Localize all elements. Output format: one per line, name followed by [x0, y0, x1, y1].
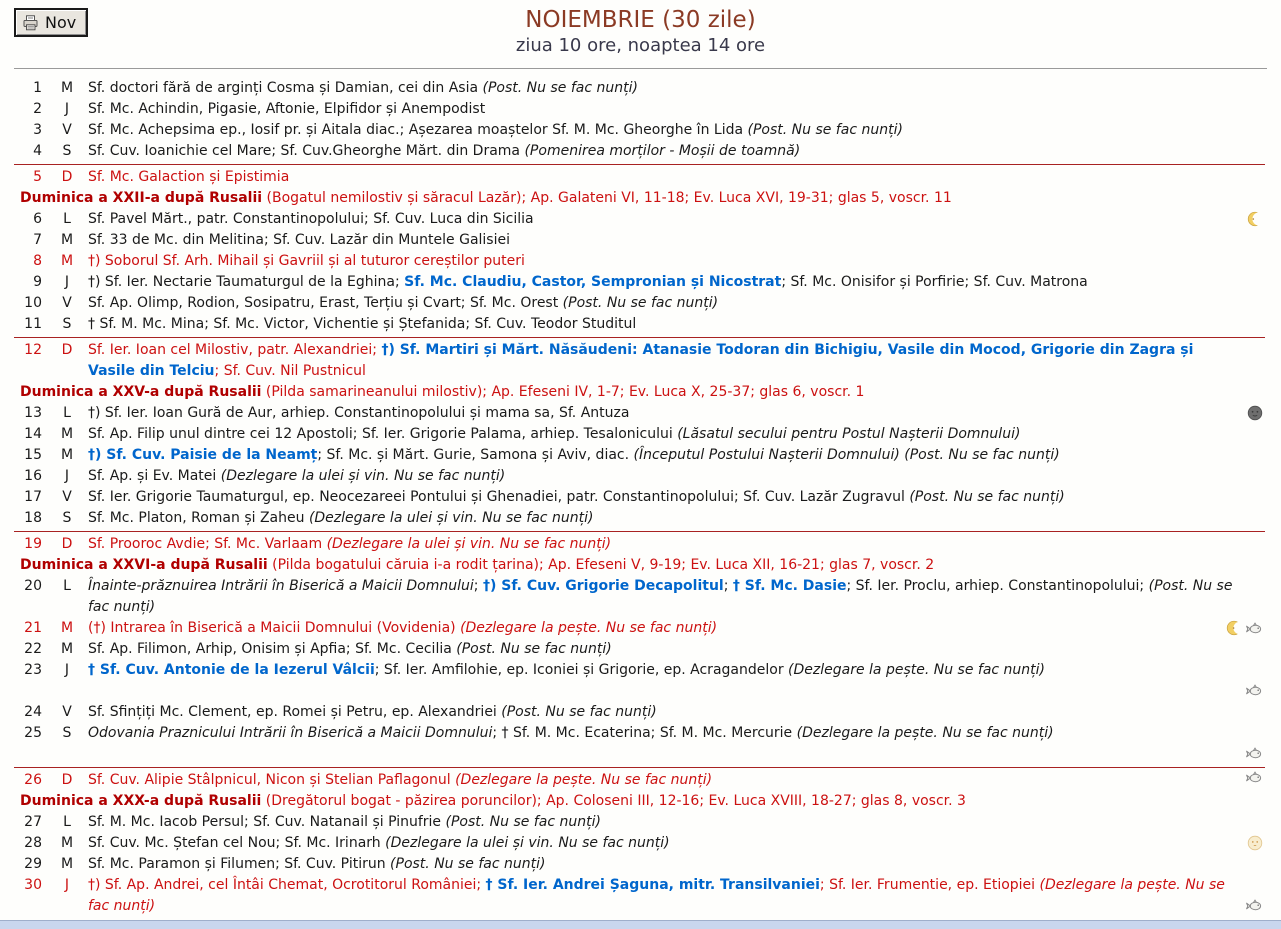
day-text-segment: (Pomenirea morților - Moșii de toamnă) — [524, 143, 801, 159]
day-entry-text — [88, 770, 1239, 791]
day-of-week: L — [63, 211, 71, 227]
day-number: 3 — [33, 122, 42, 138]
day-text-segment: (Dezlegare la pește. Nu se fac nunți) — [796, 725, 1054, 741]
day-number: 22 — [24, 641, 42, 657]
day-text-segment: Sf. Sfințiți Mc. Clement, ep. Romei și Petru, ep. Alexandriei — [88, 704, 502, 720]
day-of-week: V — [62, 122, 72, 138]
sunday-title: Duminica a XXV-a după Rusalii — [20, 384, 262, 400]
day-text-segment: ; † Sf. M. Mc. Ecaterina; Sf. M. Mc. Mercurie — [492, 725, 797, 741]
day-text-segment: (Post. Nu se fac nunți) — [482, 80, 638, 96]
day-entry-text — [88, 487, 1239, 508]
day-text-segment: (†) Intrarea în Biserică a Maicii Domnului (Vovidenia) — [88, 620, 461, 636]
saint-link[interactable]: † Sf. Ier. Andrei Șaguna, mitr. Transilvaniei — [485, 877, 820, 893]
calendar-day-row — [14, 272, 1265, 293]
day-number: 24 — [24, 704, 42, 720]
day-of-week: M — [60, 835, 74, 851]
day-of-week: V — [62, 489, 72, 505]
day-of-week: M — [60, 232, 74, 248]
day-number: 28 — [24, 835, 42, 851]
day-text-segment: ; Sf. Mc. și Mărt. Gurie, Samona și Aviv, diac. — [317, 447, 634, 463]
day-number: 21 — [24, 620, 42, 636]
day-of-week: M — [60, 426, 74, 442]
calendar-day-row — [14, 340, 1265, 382]
calendar-day-row — [14, 639, 1265, 660]
day-of-week: S — [62, 510, 72, 526]
day-text-segment: (Post. Nu se fac nunți) — [909, 489, 1065, 505]
day-night-hours: ziua 10 ore, noaptea 14 ore — [515, 35, 766, 56]
day-entry-text — [88, 875, 1239, 917]
day-text-segment: Sf. Ier. Ioan cel Milostiv, patr. Alexandriei; — [88, 342, 382, 358]
day-of-week: M — [60, 253, 74, 269]
day-text-segment: Sf. Mc. Platon, Roman și Zaheu — [88, 510, 309, 526]
day-text-segment: † Sf. M. Mc. Mina; Sf. Mc. Victor, Vichentie și Ștefanida; Sf. Cuv. Teodor Studitul — [88, 316, 637, 332]
day-text-segment: ; Sf. Mc. Onisifor și Porfirie; Sf. Cuv. Matrona — [781, 274, 1088, 290]
day-text-segment: (Dezlegare la ulei și vin. Nu se fac nunți) — [308, 510, 594, 526]
sunday-title: Duminica a XXII-a după Rusalii — [20, 190, 263, 206]
day-number: 29 — [24, 856, 42, 872]
saint-link[interactable]: † Sf. Mc. Dasie — [732, 578, 847, 594]
day-number: 4 — [33, 143, 42, 159]
day-entry-text — [88, 230, 1239, 251]
day-of-week: J — [64, 468, 70, 484]
day-number: 11 — [24, 316, 42, 332]
day-entry-text — [88, 251, 1239, 272]
day-entry-text — [88, 314, 1239, 335]
calendar-day-row — [14, 770, 1265, 791]
day-text-segment: †) Soborul Sf. Arh. Mihail și Gavriil și al tuturor cereștilor puteri — [88, 253, 525, 269]
day-number: 14 — [24, 426, 42, 442]
saint-link[interactable]: † Sf. Cuv. Antonie de la Iezerul Vâlcii — [88, 662, 375, 678]
day-number: 16 — [24, 468, 42, 484]
saint-link[interactable]: †) Sf. Cuv. Paisie de la Neamț — [88, 447, 318, 463]
day-entry-text — [88, 99, 1239, 120]
day-text-segment: ; — [723, 578, 733, 594]
fish-icon — [1245, 746, 1263, 768]
day-number: 6 — [33, 211, 42, 227]
calendar-day-row — [14, 424, 1265, 445]
day-of-week: J — [64, 274, 70, 290]
day-number: 20 — [24, 578, 42, 594]
calendar-day-row — [14, 167, 1265, 188]
sunday-header-row — [14, 382, 1265, 403]
day-of-week: M — [60, 856, 74, 872]
day-number: 25 — [24, 725, 42, 741]
day-text-segment: ; Sf. Ier. Frumentie, ep. Etiopiei — [819, 877, 1040, 893]
day-number: 9 — [33, 274, 42, 290]
calendar-day-row — [14, 702, 1265, 723]
day-number: 17 — [24, 489, 42, 505]
calendar-day-row — [14, 209, 1265, 230]
day-text-segment: (Dezlegare la pește. Nu se fac nunți) — [460, 620, 718, 636]
day-text-segment: (Post. Nu se fac nunți) — [562, 295, 719, 311]
calendar-day-row — [14, 99, 1265, 120]
day-of-week: V — [62, 295, 72, 311]
day-of-week: D — [61, 169, 73, 185]
day-entry-text — [88, 272, 1239, 293]
window-bottom-bar — [0, 920, 1281, 929]
day-of-week: S — [62, 143, 72, 159]
day-icons — [1245, 770, 1263, 792]
day-text-segment: †) Sf. Ap. Andrei, cel Întâi Chemat, Ocrotitorul României; — [88, 877, 486, 893]
day-text-segment: Sf. Mc. Achepsima ep., Iosif pr. și Aitala diac.; Așezarea moaștelor Sf. M. Mc. Gheorghe în Lida — [88, 122, 748, 138]
sunday-title: Duminica a XXVI-a după Rusalii — [20, 557, 268, 573]
day-icons — [1245, 746, 1263, 768]
day-number: 15 — [24, 447, 42, 463]
saint-link[interactable]: †) Sf. Cuv. Grigorie Decapolitul — [482, 578, 724, 594]
day-number: 10 — [24, 295, 42, 311]
day-text-segment: Sf. Cuv. Mc. Ștefan cel Nou; Sf. Mc. Irinarh — [88, 835, 386, 851]
day-number: 2 — [33, 101, 42, 117]
header-divider — [14, 68, 1267, 69]
day-text-segment: Înainte-prăznuirea Intrării în Biserică a Maicii Domnului — [88, 578, 474, 594]
day-number: 8 — [33, 253, 42, 269]
calendar-day-row — [14, 487, 1265, 508]
day-text-segment: (Post. Nu se fac nunți) — [390, 856, 546, 872]
day-text-segment: Sf. Cuv. Ioanichie cel Mare; Sf. Cuv.Gheorghe Mărt. din Drama — [88, 143, 525, 159]
day-number: 26 — [24, 772, 42, 788]
day-number: 27 — [24, 814, 42, 830]
calendar-day-row — [14, 445, 1265, 466]
day-text-segment: (Dezlegare la pește. Nu se fac nunți) — [88, 877, 1225, 914]
calendar-day-row — [14, 120, 1265, 141]
day-text-segment: Sf. Mc. Galaction și Epistimia — [88, 169, 290, 185]
day-entry-text — [88, 209, 1239, 230]
day-text-segment: Sf. 33 de Mc. din Melitina; Sf. Cuv. Lazăr din Muntele Galisiei — [88, 232, 510, 248]
day-text-segment: (Post. Nu se fac nunți) — [445, 814, 601, 830]
day-entry-text — [88, 403, 1239, 424]
sunday-header-row — [14, 555, 1265, 576]
day-of-week: S — [62, 725, 72, 741]
week-divider — [14, 164, 1265, 165]
calendar-day-row — [14, 812, 1265, 833]
day-text-segment: Sf. Ap. Filimon, Arhip, Onisim și Apfia; Sf. Mc. Cecilia — [88, 641, 457, 657]
calendar-day-row — [14, 314, 1265, 335]
day-of-week: D — [61, 342, 73, 358]
day-of-week: V — [62, 704, 72, 720]
day-entry-text — [88, 660, 1239, 681]
saint-link[interactable]: †) Sf. Martiri și Mărt. Năsăudeni: Atanasie Todoran din Bichigiu, Vasile din Mocod, Grigorie din Zagra și Vasile din Telciu — [88, 342, 1194, 379]
day-text-segment: ; — [473, 578, 483, 594]
day-text-segment: (Post. Nu se fac nunți) — [747, 122, 903, 138]
day-entry-text — [88, 723, 1239, 744]
day-text-segment: ; Sf. Ier. Amfilohie, ep. Iconiei și Grigorie, ep. Acragandelor — [374, 662, 789, 678]
day-text-segment: (Post. Nu se fac nunți) — [501, 704, 657, 720]
day-text-segment: (Dezlegare la pește. Nu se fac nunți) — [455, 772, 713, 788]
calendar-day-row — [14, 833, 1265, 854]
day-entry-text — [88, 120, 1239, 141]
day-icons — [1245, 898, 1263, 920]
calendar-day-row — [14, 534, 1265, 555]
day-text-segment: Sf. Pavel Mărt., patr. Constantinopolului; Sf. Cuv. Luca din Sicilia — [88, 211, 534, 227]
day-entry-text — [88, 702, 1239, 723]
day-text-segment: (Post. Nu se fac nunți) — [88, 578, 1233, 615]
day-number: 13 — [24, 405, 42, 421]
day-number: 12 — [24, 342, 42, 358]
day-text-segment: (Dezlegare la ulei și vin. Nu se fac nunți) — [385, 835, 670, 851]
day-number: 5 — [33, 169, 42, 185]
week-divider — [14, 337, 1265, 338]
day-entry-text — [88, 639, 1239, 660]
day-number: 1 — [33, 80, 42, 96]
calendar-day-row — [14, 576, 1265, 618]
calendar-day-row — [14, 78, 1265, 99]
day-entry-text — [88, 167, 1239, 188]
day-entry-text — [88, 812, 1239, 833]
day-text-segment: Odovania Praznicului Intrării în Biserică a Maicii Domnului — [88, 725, 493, 741]
calendar-day-row — [14, 723, 1265, 765]
saint-link[interactable]: Sf. Mc. Claudiu, Castor, Sempronian și Nicostrat — [404, 274, 782, 290]
printer-icon — [22, 15, 39, 31]
day-text-segment: (Dezlegare la ulei și vin. Nu se fac nunți) — [220, 468, 506, 484]
day-text-segment: Sf. Mc. Paramon și Filumen; Sf. Cuv. Pitirun — [88, 856, 391, 872]
day-entry-text — [88, 340, 1239, 382]
fish-icon — [1245, 898, 1263, 920]
month-title: NOIEMBRIE (30 zile) — [525, 7, 756, 33]
day-number: 23 — [24, 662, 42, 678]
week-divider — [14, 531, 1265, 532]
day-text-segment: Sf. Ap. Filip unul dintre cei 12 Apostoli; Sf. Ier. Grigorie Palama, arhiep. Tesalonicului — [88, 426, 678, 442]
calendar-day-row — [14, 141, 1265, 162]
calendar-day-row — [14, 618, 1265, 639]
day-number: 7 — [33, 232, 42, 248]
day-of-week: L — [63, 578, 71, 594]
calendar-day-row — [14, 854, 1265, 875]
day-entry-text — [88, 618, 1239, 639]
day-text-segment: (Începutul Postului Nașterii Domnului) (Post. Nu se fac nunți) — [633, 447, 1060, 463]
calendar-day-row — [14, 466, 1265, 487]
sunday-readings: (Pilda bogatului căruia i-a rodit țarina); Ap. Efeseni V, 9-19; Ev. Luca XII, 16-21; glas 7, voscr. 2 — [267, 557, 935, 573]
day-of-week: J — [64, 662, 70, 678]
sunday-title: Duminica a XXX-a după Rusalii — [20, 793, 262, 809]
calendar-list — [14, 78, 1265, 917]
day-entry-text — [88, 466, 1239, 487]
day-entry-text — [88, 576, 1239, 618]
week-divider — [14, 767, 1265, 768]
calendar-day-row — [14, 251, 1265, 272]
calendar-day-row — [14, 660, 1265, 702]
day-text-segment: †) Sf. Ier. Ioan Gură de Aur, arhiep. Constantinopolului și mama sa, Sf. Antuza — [88, 405, 630, 421]
day-of-week: M — [60, 447, 74, 463]
fish-icon — [1245, 770, 1263, 792]
calendar-day-row — [14, 508, 1265, 529]
day-text-segment: ; Sf. Ier. Proclu, arhiep. Constantinopolului; — [846, 578, 1149, 594]
day-of-week: L — [63, 814, 71, 830]
day-text-segment: Sf. M. Mc. Iacob Persul; Sf. Cuv. Natanail și Pinufrie — [88, 814, 446, 830]
day-text-segment: Sf. Prooroc Avdie; Sf. Mc. Varlaam — [88, 536, 327, 552]
day-text-segment: (Lăsatul secului pentru Postul Nașterii Domnului) — [677, 426, 1021, 442]
day-text-segment: Sf. doctori fără de arginți Cosma și Damian, cei din Asia — [88, 80, 483, 96]
day-of-week: M — [60, 620, 74, 636]
day-entry-text — [88, 534, 1239, 555]
day-of-week: J — [64, 101, 70, 117]
day-number: 18 — [24, 510, 42, 526]
toolbar — [14, 8, 88, 37]
calendar-day-row — [14, 875, 1265, 917]
calendar-day-row — [14, 230, 1265, 251]
day-text-segment: †) Sf. Ier. Nectarie Taumaturgul de la Eghina; — [88, 274, 405, 290]
day-of-week: M — [60, 80, 74, 96]
day-text-segment: Sf. Ier. Grigorie Taumaturgul, ep. Neocezareei Pontului și Ghenadiei, patr. Constantinopolului; Sf. Cuv. Lazăr Zugravul — [88, 489, 910, 505]
day-entry-text — [88, 78, 1239, 99]
day-entry-text — [88, 445, 1239, 466]
day-text-segment: Sf. Ap. și Ev. Matei — [88, 468, 221, 484]
day-number: 19 — [24, 536, 42, 552]
day-of-week: M — [60, 641, 74, 657]
sunday-readings: (Dregătorul bogat - păzirea poruncilor); Ap. Coloseni III, 12-16; Ev. Luca XVIII, 18-27; glas 8, voscr. 3 — [261, 793, 966, 809]
sunday-header-row — [14, 791, 1265, 812]
day-of-week: S — [62, 316, 72, 332]
calendar-day-row — [14, 293, 1265, 314]
sunday-readings: (Pilda samarineanului milostiv); Ap. Efeseni IV, 1-7; Ev. Luca X, 25-37; glas 6, voscr. 1 — [261, 384, 865, 400]
day-text-segment: ; Sf. Cuv. Nil Pustnicul — [214, 363, 366, 379]
print-button-label: Nov — [45, 13, 77, 32]
day-text-segment: (Dezlegare la ulei și vin. Nu se fac nunți) — [326, 536, 612, 552]
day-text-segment: Sf. Mc. Achindin, Pigasie, Aftonie, Elpifidor și Anempodist — [88, 101, 486, 117]
sunday-readings: (Bogatul nemilostiv și săracul Lazăr); Ap. Galateni VI, 11-18; Ev. Luca XVI, 19-31; glas 5, voscr. 11 — [262, 190, 952, 206]
day-of-week: L — [63, 405, 71, 421]
day-entry-text — [88, 293, 1239, 314]
day-of-week: D — [61, 536, 73, 552]
day-entry-text — [88, 854, 1239, 875]
day-of-week: J — [64, 877, 70, 893]
day-text-segment: (Dezlegare la pește. Nu se fac nunți) — [788, 662, 1046, 678]
day-text-segment: (Post. Nu se fac nunți) — [456, 641, 612, 657]
day-text-segment: Sf. Cuv. Alipie Stâlpnicul, Nicon și Stelian Paflagonul — [88, 772, 456, 788]
day-text-segment: Sf. Ap. Olimp, Rodion, Sosipatru, Erast, Terțiu și Cvart; Sf. Mc. Orest — [88, 295, 563, 311]
print-button[interactable] — [14, 8, 88, 37]
calendar-day-row — [14, 403, 1265, 424]
day-entry-text — [88, 424, 1239, 445]
day-entry-text — [88, 141, 1239, 162]
day-entry-text — [88, 508, 1239, 529]
day-of-week: D — [61, 772, 73, 788]
page-header — [0, 0, 1281, 57]
day-entry-text — [88, 833, 1239, 854]
sunday-header-row — [14, 188, 1265, 209]
day-number: 30 — [24, 877, 42, 893]
